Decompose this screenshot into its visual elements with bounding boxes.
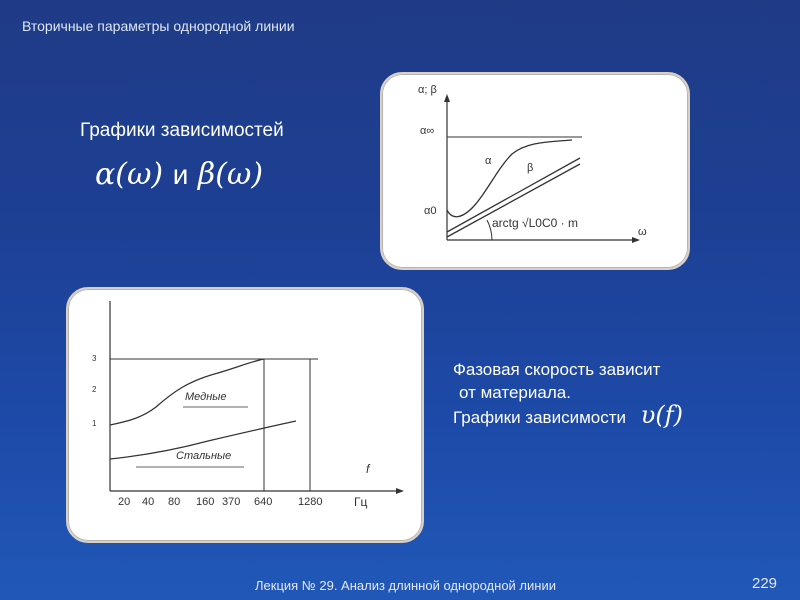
f-label: f	[366, 462, 370, 476]
steel-label: Стальные	[176, 450, 232, 462]
y-axis-arrow	[444, 94, 450, 102]
x-tick-1280: 1280	[298, 496, 323, 508]
x-tick-370: 370	[222, 496, 241, 508]
y-tick-2: 2	[92, 385, 97, 394]
velocity-graph-panel	[66, 287, 424, 543]
alpha-formula: α(ω)	[95, 157, 164, 192]
alpha-curve-label: α	[485, 155, 492, 167]
copper-label: Медные	[185, 391, 227, 403]
slide-footer: Лекция № 29. Анализ длинной однородной линии	[255, 578, 556, 593]
y-tick-1: 1	[92, 419, 97, 428]
x-tick-40: 40	[142, 496, 155, 508]
x-tick-160: 160	[196, 496, 215, 508]
text-line-2: от материала.	[459, 383, 571, 402]
arctg-label: arctg √L0C0 · m	[492, 216, 578, 230]
beta-formula: β(ω)	[197, 157, 264, 192]
x-tick-80: 80	[168, 496, 181, 508]
alpha-beta-graph-panel	[380, 72, 690, 270]
x-axis-label: ω	[638, 226, 647, 238]
text-line-3: Графики зависимости	[453, 408, 626, 427]
alpha-inf-label: α∞	[420, 125, 435, 137]
text-line-3-row	[453, 401, 683, 429]
velocity-formula: υ(f)	[640, 401, 683, 429]
phase-velocity-text	[453, 358, 683, 429]
page-number: 229	[752, 575, 778, 592]
text-line-1: Фазовая скорость зависит	[453, 360, 661, 379]
beta-curve-label: β	[527, 162, 534, 174]
slide-title: Вторичные параметры однородной линии	[22, 18, 295, 34]
alpha-beta-graph	[382, 74, 688, 268]
alpha0-label: α0	[424, 205, 437, 217]
y-tick-3: 3	[92, 354, 97, 363]
x-axis-arrow	[396, 488, 404, 494]
x-unit-label: Гц	[354, 495, 368, 509]
x-tick-20: 20	[118, 496, 131, 508]
y-axis-label: α; β	[418, 84, 437, 96]
and-word: и	[172, 159, 189, 190]
x-tick-640: 640	[254, 496, 273, 508]
alpha-beta-formula	[95, 157, 263, 192]
velocity-graph	[68, 289, 422, 541]
graphs-heading: Графики зависимостей	[80, 120, 284, 141]
